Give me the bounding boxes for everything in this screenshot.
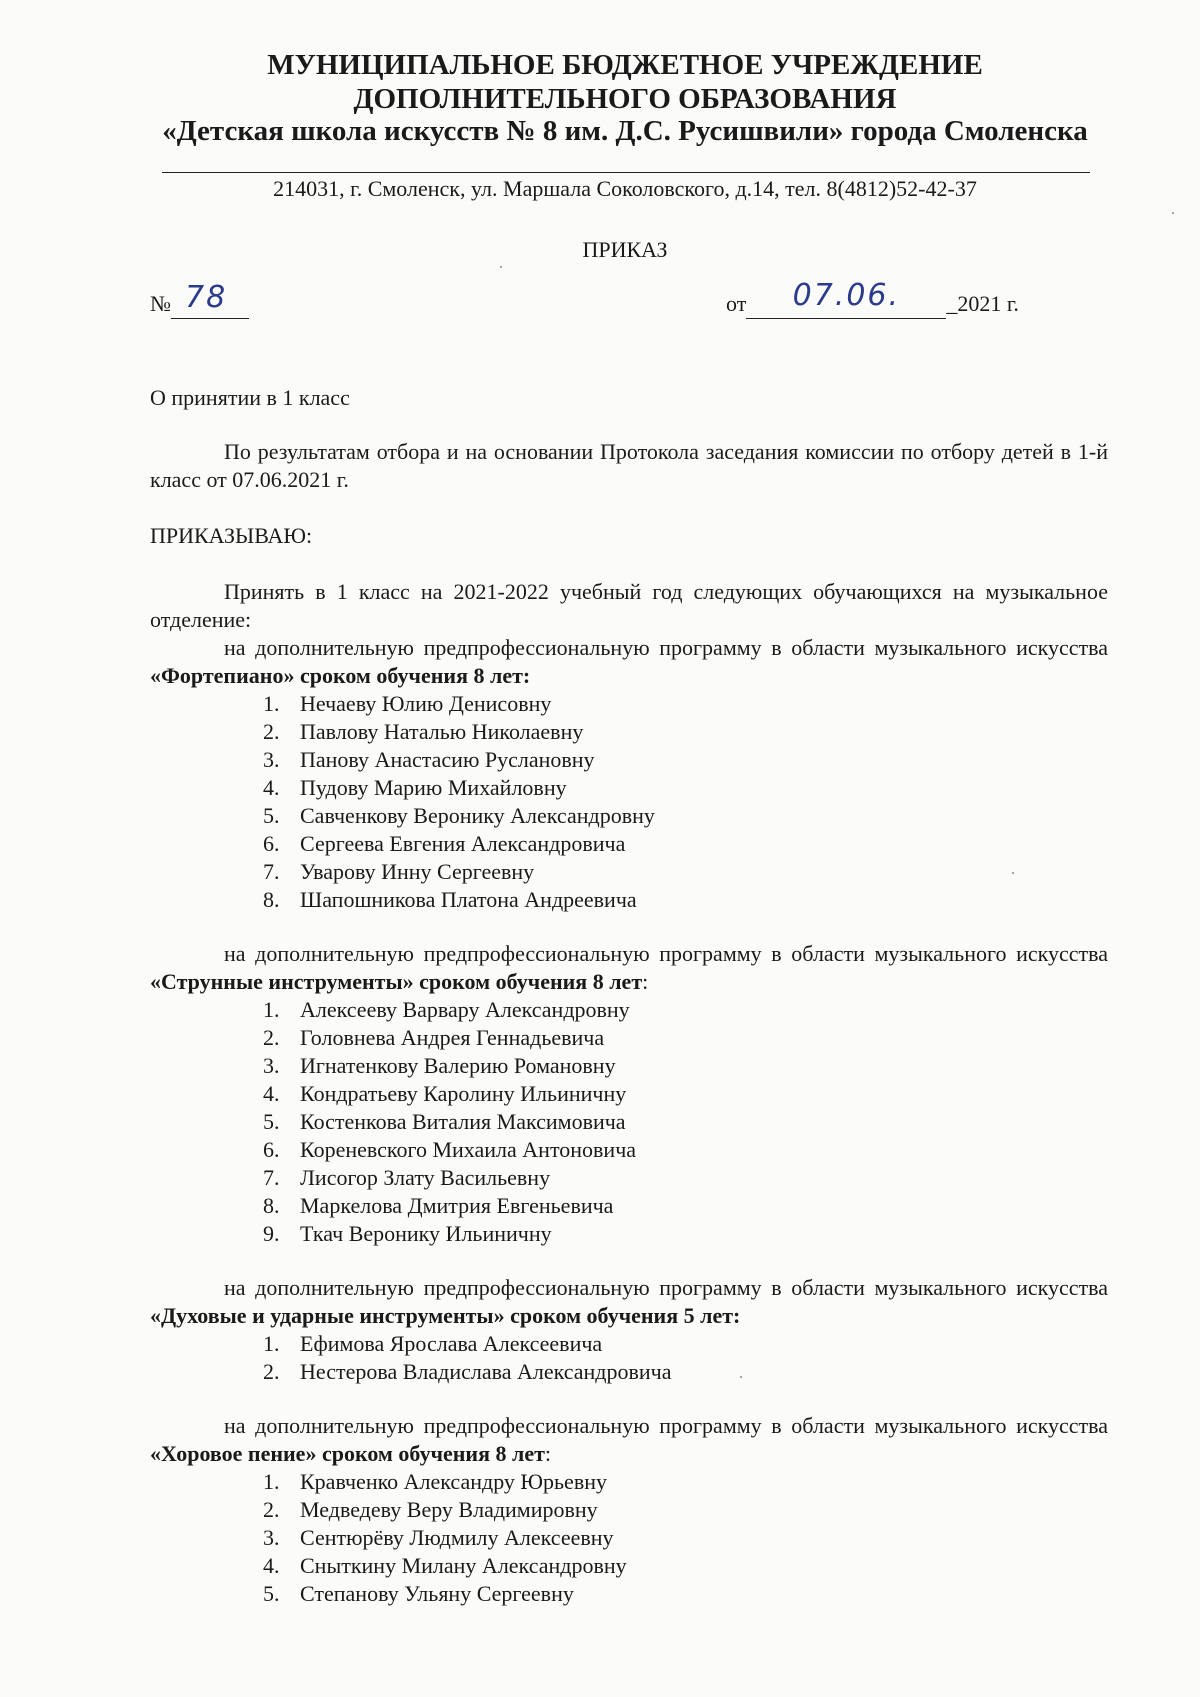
student-list-strings — [263, 996, 636, 1248]
list-item: 5. Савченкову Веронику Александровну — [263, 803, 655, 828]
program-paragraph-strings — [150, 940, 1108, 996]
program-lead: на дополнительную предпрофессиональную программу в области музыкального искусства — [224, 635, 1108, 660]
order-date — [726, 278, 1019, 319]
org-name-line-3: «Детская школа искусств № 8 им. Д.С. Русишвили» города Смоленска — [162, 115, 1088, 147]
program-lead: на дополнительную предпрофессиональную программу в области музыкального искусства — [224, 941, 1108, 966]
list-item: 1. Алексееву Варвару Александровну — [263, 997, 630, 1022]
intro-paragraph: Принять в 1 класс на 2021-2022 учебный год следующих обучающихся на музыкальное отделение: — [150, 579, 1108, 632]
student-list-piano — [263, 690, 655, 914]
list-item: 3. Игнатенкову Валерию Романовну — [263, 1053, 616, 1078]
org-address: 214031, г. Смоленск, ул. Маршала Соколовского, д.14, тел. 8(4812)52-42-37 — [273, 176, 977, 201]
list-item: 6. Сергеева Евгения Александровича — [263, 831, 626, 856]
list-item: 1. Кравченко Александру Юрьевну — [263, 1469, 607, 1494]
list-item: 2. Медведеву Веру Владимировну — [263, 1497, 598, 1522]
decree-word: ПРИКАЗЫВАЮ: — [150, 523, 313, 548]
list-item: 6. Кореневского Михаила Антоновича — [263, 1137, 637, 1162]
program-lead: на дополнительную предпрофессиональную программу в области музыкального искусства — [224, 1275, 1108, 1300]
program-paragraph-winds — [150, 1274, 1108, 1330]
program-name: «Духовые и ударные инструменты» сроком обучения 5 лет: — [150, 1303, 741, 1328]
list-item: 3. Панову Анастасию Руслановну — [263, 747, 595, 772]
order-subject: О принятии в 1 класс — [150, 385, 350, 410]
list-item: 1. Нечаеву Юлию Денисовну — [263, 691, 552, 716]
org-name-line-2: ДОПОЛНИТЕЛЬНОГО ОБРАЗОВАНИЯ — [353, 83, 897, 115]
order-title: ПРИКАЗ — [582, 237, 668, 262]
program-paragraph-piano — [150, 634, 1108, 690]
scan-speck — [740, 1376, 742, 1378]
list-item: 2. Головнева Андрея Геннадьевича — [263, 1025, 605, 1050]
order-date-field — [746, 278, 946, 319]
list-item: 2. Павлову Наталью Николаевну — [263, 719, 584, 744]
program-name: «Хоровое пение» сроком обучения 8 лет — [150, 1441, 545, 1466]
order-number-field — [171, 280, 249, 319]
list-item: 5. Степанову Ульяну Сергеевну — [263, 1581, 574, 1606]
list-item: 4. Кондратьеву Каролину Ильиничну — [263, 1081, 627, 1106]
basis-paragraph: По результатам отбора и на основании Протокола заседания комиссии по отбору детей в 1-й класс от 07.06.2021 г. — [150, 439, 1108, 492]
order-year: _2021 г. — [946, 291, 1019, 316]
list-item: 7. Лисогор Злату Васильевну — [263, 1165, 551, 1190]
program-lead: на дополнительную предпрофессиональную программу в области музыкального искусства — [224, 1413, 1108, 1438]
student-list-choir — [263, 1468, 627, 1608]
scan-speck — [1012, 872, 1014, 874]
list-item: 4. Пудову Марию Михайловну — [263, 775, 567, 800]
order-number-label: № — [150, 291, 171, 316]
list-item: 8. Шапошникова Платона Андреевича — [263, 887, 637, 912]
list-item: 2. Нестерова Владислава Александровича — [263, 1359, 672, 1384]
list-item: 4. Сныткину Милану Александровну — [263, 1553, 627, 1578]
list-item: 5. Костенкова Виталия Максимовича — [263, 1109, 626, 1134]
list-item: 8. Маркелова Дмитрия Евгеньевича — [263, 1193, 614, 1218]
order-number-handwritten: 78 — [185, 280, 228, 315]
header-divider — [162, 172, 1090, 173]
order-date-label: от — [726, 291, 747, 316]
program-tail: : — [544, 1441, 552, 1466]
order-number — [150, 280, 249, 319]
program-paragraph-choir — [150, 1412, 1108, 1468]
scan-speck — [500, 266, 502, 268]
program-tail: : — [642, 969, 649, 994]
order-date-handwritten: 07.06. — [792, 278, 901, 313]
org-name-line-1: МУНИЦИПАЛЬНОЕ БЮДЖЕТНОЕ УЧРЕЖДЕНИЕ — [267, 49, 983, 81]
student-list-winds — [263, 1330, 672, 1386]
list-item: 1. Ефимова Ярослава Алексеевича — [263, 1331, 603, 1356]
program-name: «Струнные инструменты» сроком обучения 8 лет — [150, 969, 643, 994]
scan-speck — [1172, 212, 1174, 214]
list-item: 3. Сентюрёву Людмилу Алексеевну — [263, 1525, 614, 1550]
list-item: 7. Уварову Инну Сергеевну — [263, 859, 535, 884]
list-item: 9. Ткач Веронику Ильиничну — [263, 1221, 552, 1246]
program-name: «Фортепиано» сроком обучения 8 лет: — [150, 663, 531, 688]
